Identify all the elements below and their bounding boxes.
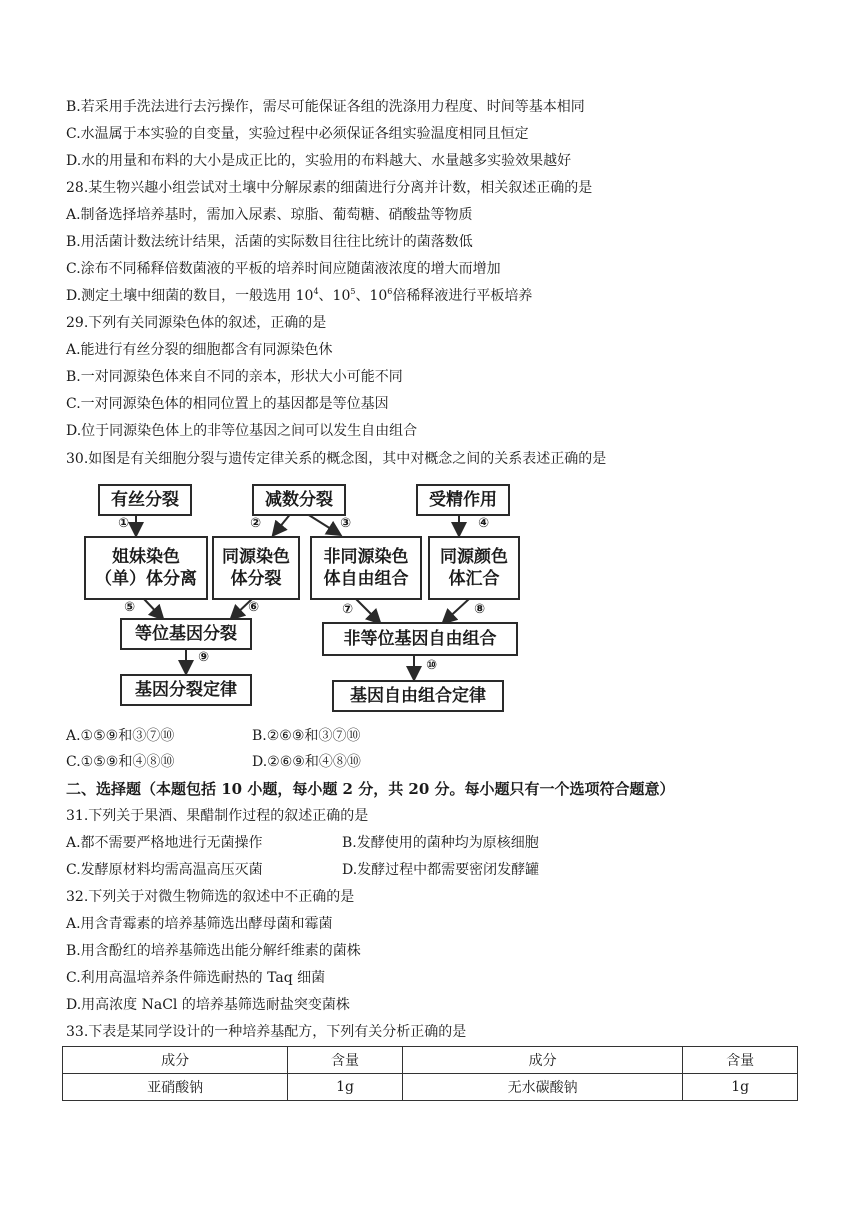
medium-recipe-table	[62, 1046, 798, 1101]
q28-option-d: D.测定土壤中细菌的数目，一般选用 $10^4$、$10^5$、$10^6$倍稀释液进行平板培养	[66, 287, 533, 304]
box-law-segregation: 基因分裂定律	[120, 674, 252, 706]
label-6: ⑥	[248, 600, 260, 615]
q32-stem: 32.下列关于对微生物筛选的叙述中不正确的是	[66, 889, 355, 905]
box-law-independent-assortment: 基因自由组合定律	[332, 680, 504, 712]
label-8: ⑧	[474, 602, 486, 617]
q28-option-b: B.用活菌计数法统计结果，活菌的实际数目往往比统计的菌落数低	[66, 234, 473, 250]
box-allele-separation: 等位基因分裂	[120, 618, 252, 650]
label-10: ⑩	[426, 658, 438, 673]
table-header: 成分	[402, 1047, 683, 1074]
q29-option-c: C.一对同源染色体的相同位置上的基因都是等位基因	[66, 396, 389, 412]
q30-option-b: B.②⑥⑨和③⑦⑩	[252, 728, 361, 744]
q32-option-d: D.用高浓度 NaCl 的培养基筛选耐盐突变菌株	[66, 997, 350, 1013]
table-header: 含量	[683, 1047, 798, 1074]
q28-option-c: C.涂布不同稀释倍数菌液的平板的培养时间应随菌液浓度的增大而增加	[66, 261, 501, 277]
box-nonhomologous-combination: 非同源染色 体自由组合	[310, 536, 422, 600]
label-2: ②	[250, 516, 262, 531]
label-7: ⑦	[342, 602, 354, 617]
box-homologous-separation: 同源染色 体分裂	[212, 536, 300, 600]
q32-option-b: B.用含酚红的培养基筛选出能分解纤维素的菌株	[66, 943, 361, 959]
table-header: 含量	[288, 1047, 403, 1074]
q31-option-a: A.都不需要严格地进行无菌操作	[66, 835, 263, 851]
q31-option-d: D.发酵过程中都需要密闭发酵罐	[342, 862, 540, 878]
box-nonallele-combination: 非等位基因自由组合	[322, 622, 518, 656]
section-2-heading: 二、选择题（本题包括 10 小题，每小题 2 分，共 20 分。每小题只有一个选项符合题意）	[66, 780, 675, 798]
label-5: ⑤	[124, 600, 136, 615]
table-cell: 1g	[683, 1074, 798, 1101]
q30-option-d: D.②⑥⑨和④⑧⑩	[252, 754, 361, 770]
concept-diagram	[84, 482, 524, 712]
q31-option-c: C.发酵原材料均需高温高压灭菌	[66, 862, 263, 878]
table-cell: 亚硝酸钠	[63, 1074, 288, 1101]
q30-option-a: A.①⑤⑨和③⑦⑩	[66, 728, 175, 744]
box-fertilization: 受精作用	[416, 484, 510, 516]
q30-option-c: C.①⑤⑨和④⑧⑩	[66, 754, 175, 770]
table-header: 成分	[63, 1047, 288, 1074]
q32-option-a: A.用含青霉素的培养基筛选出酵母菌和霉菌	[66, 916, 333, 932]
q29-option-a: A.能进行有丝分裂的细胞都含有同源染色休	[66, 342, 333, 358]
box-homologous-joining: 同源颜色 体汇合	[428, 536, 520, 600]
table-cell: 无水碳酸钠	[402, 1074, 683, 1101]
q29-option-d: D.位于同源染色体上的非等位基因之间可以发生自由组合	[66, 423, 418, 439]
q33-stem: 33.下表是某同学设计的一种培养基配方，下列有关分析正确的是	[66, 1024, 467, 1040]
table-row	[63, 1074, 798, 1101]
label-9: ⑨	[198, 650, 210, 665]
q28-stem: 28.某生物兴趣小组尝试对土壤中分解尿素的细菌进行分离并计数，相关叙述正确的是	[66, 180, 593, 196]
label-1: ①	[118, 516, 130, 531]
box-sister-chromatid-separation: 姐妹染色 （单）体分离	[84, 536, 208, 600]
q29-option-b: B.一对同源染色体来自不同的亲本，形状大小可能不同	[66, 369, 403, 385]
table-cell: 1g	[288, 1074, 403, 1101]
box-meiosis: 减数分裂	[252, 484, 346, 516]
label-4: ④	[478, 516, 490, 531]
q27-option-c: C.水温属于本实验的自变量，实验过程中必须保证各组实验温度相同且恒定	[66, 126, 529, 142]
q27-option-b: B.若采用手洗法进行去污操作，需尽可能保证各组的洗涤用力程度、时间等基本相同	[66, 99, 585, 115]
table-header-row	[63, 1047, 798, 1074]
q29-stem: 29.下列有关同源染色体的叙述，正确的是	[66, 315, 327, 331]
q28-option-a: A.制备选择培养基时，需加入尿素、琼脂、葡萄糖、硝酸盐等物质	[66, 207, 473, 223]
label-3: ③	[340, 516, 352, 531]
q31-stem: 31.下列关于果酒、果醋制作过程的叙述正确的是	[66, 808, 369, 824]
q30-stem: 30.如图是有关细胞分裂与遗传定律关系的概念图，其中对概念之间的关系表述正确的是	[66, 451, 607, 467]
box-mitosis: 有丝分裂	[98, 484, 192, 516]
q32-option-c: C.利用高温培养条件筛选耐热的 Taq 细菌	[66, 970, 326, 986]
q27-option-d: D.水的用量和布料的大小是成正比的，实验用的布料越大、水量越多实验效果越好	[66, 153, 572, 169]
q31-option-b: B.发酵使用的菌种均为原核细胞	[342, 835, 539, 851]
